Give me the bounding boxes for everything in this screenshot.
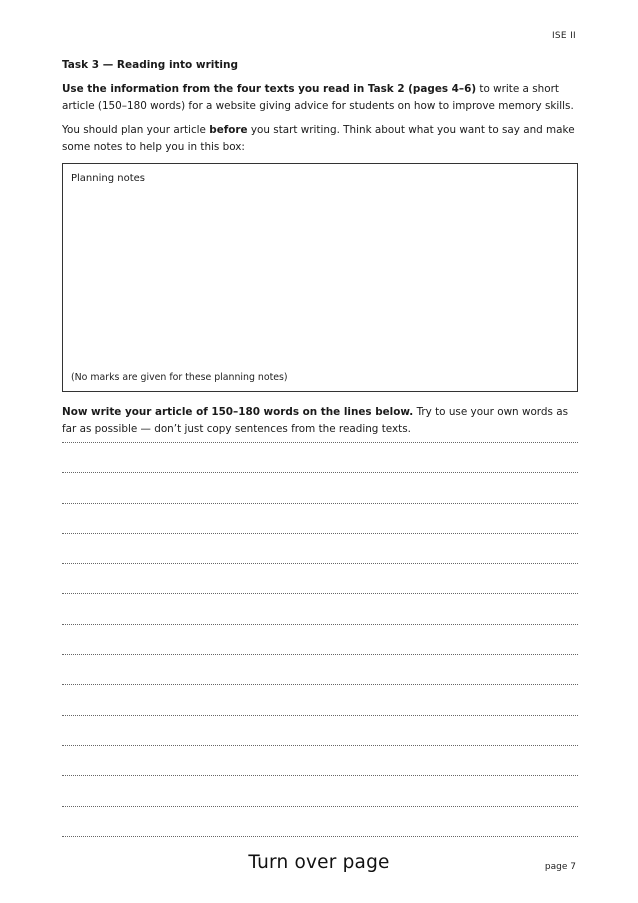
writing-line[interactable] [62,624,578,625]
writing-line[interactable] [62,563,578,564]
turn-over-notice: Turn over page [248,852,390,873]
writing-line[interactable] [62,442,578,443]
writing-instruction-bold: Now write your article of 150–180 words on the lines below. [62,406,414,418]
writing-instruction [62,404,578,437]
task-instruction-1-bold: Use the information from the four texts you read in Task 2 (pages 4–6) [62,83,477,95]
planning-notes-title: Planning notes [71,173,145,184]
writing-line[interactable] [62,472,578,473]
planning-notes-disclaimer: (No marks are given for these planning notes) [71,372,288,383]
writing-line[interactable] [62,533,578,534]
header-code: ISE II [551,31,576,41]
writing-line[interactable] [62,775,578,776]
task-instruction-2 [62,122,578,155]
planning-notes-box[interactable] [62,163,578,392]
task-instruction-2-start: You should plan your article [62,124,210,136]
task-title: Task 3 — Reading into writing [62,59,239,71]
writing-line[interactable] [62,806,578,807]
writing-line[interactable] [62,745,578,746]
writing-instruction-rest: Try to use your own words as far as possible — don’t just copy sentences from the reading texts. [62,406,568,435]
writing-lines [62,442,578,866]
task-instruction-2-bold: before [209,124,248,136]
writing-line[interactable] [62,654,578,655]
writing-line[interactable] [62,715,578,716]
writing-line[interactable] [62,836,578,837]
writing-line[interactable] [62,503,578,504]
page-number: page 7 [544,862,576,872]
task-instruction-1 [62,81,578,114]
task-instruction-2-rest: you start writing. Think about what you want to say and make some notes to help you in this box: [62,124,575,153]
writing-line[interactable] [62,593,578,594]
task-content [62,58,578,437]
writing-line[interactable] [62,684,578,685]
task-instruction-1-rest: to write a short article (150–180 words) for a website giving advice for students on how to improve memory skills. [62,83,574,112]
